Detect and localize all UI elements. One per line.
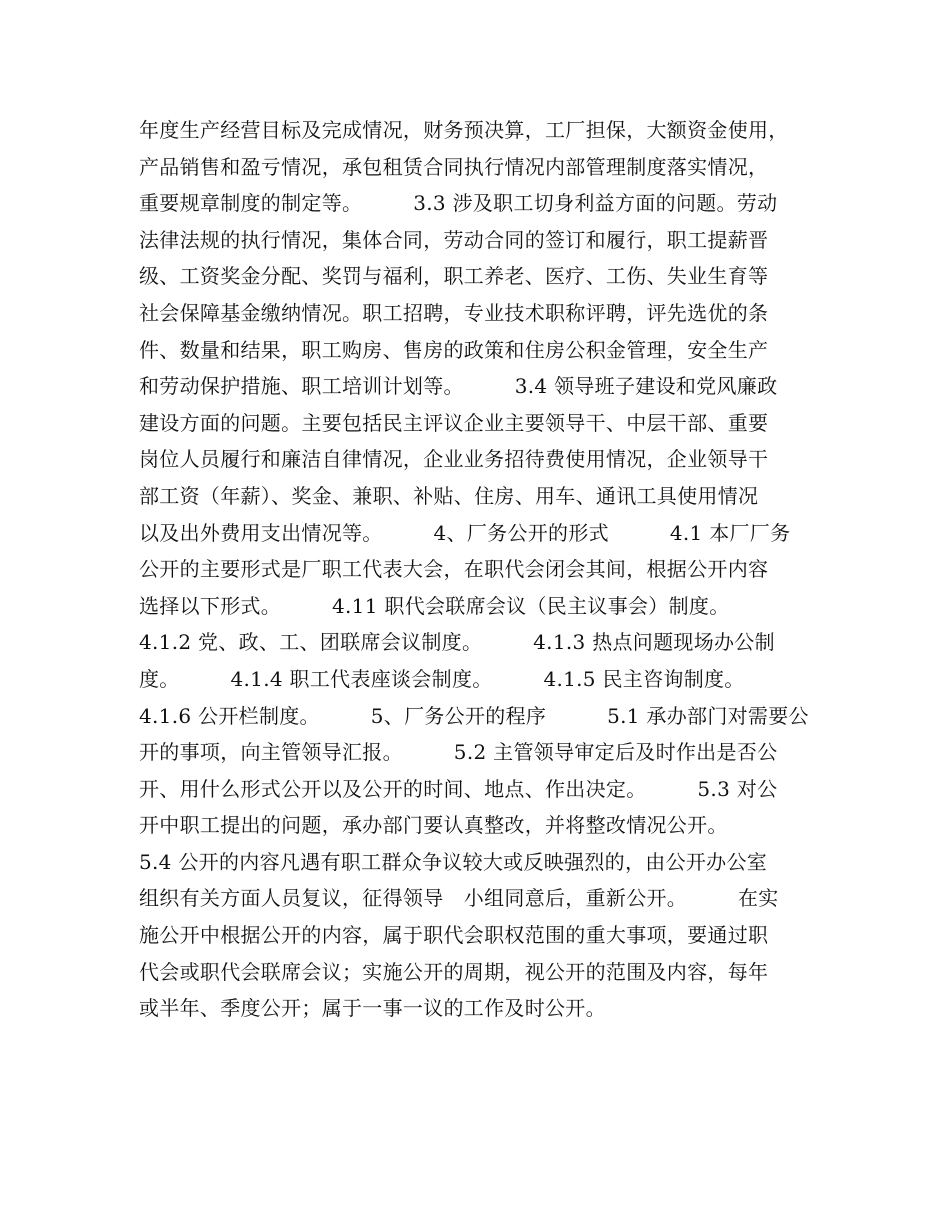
text-line: 建设方面的问题。主要包括民主评议企业主要领导干、中层干部、重要 bbox=[139, 410, 769, 435]
text-line: 开的事项，向主管领导汇报。 5.2 主管领导审定后及时作出是否公 bbox=[139, 740, 778, 765]
text-line: 件、数量和结果，职工购房、售房的政策和住房公积金管理，安全生产 bbox=[139, 337, 769, 362]
text-line: 代会或职代会联席会议；实施公开的周期，视公开的范围及内容，每年 bbox=[139, 959, 769, 984]
text-line: 4.1.2 党、政、工、团联席会议制度。 4.1.3 热点问题现场办公制 bbox=[139, 630, 775, 655]
text-line: 施公开中根据公开的内容，属于职代会职权范围的重大事项，要通过职 bbox=[139, 923, 769, 948]
text-line: 开、用什么形式公开以及公开的时间、地点、作出决定。 5.3 对公 bbox=[139, 776, 778, 801]
text-line: 产品销售和盈亏情况，承包租赁合同执行情况内部管理制度落实情况， bbox=[139, 154, 769, 179]
text-line: 部工资（年薪）、奖金、兼职、补贴、住房、用车、通讯工具使用情况 bbox=[139, 483, 759, 508]
text-line: 以及出外费用支出情况等。 4、厂务公开的形式 4.1 本厂厂务 bbox=[139, 520, 791, 545]
text-line: 度。 4.1.4 职工代表座谈会制度。 4.1.5 民主咨询制度。 bbox=[139, 666, 745, 691]
body-text bbox=[139, 112, 829, 1027]
text-line: 年度生产经营目标及完成情况，财务预决算，工厂担保，大额资金使用， bbox=[139, 118, 789, 142]
text-line: 重要规章制度的制定等。 3.3 涉及职工切身利益方面的问题。劳动 bbox=[139, 191, 778, 216]
text-line: 选择以下形式。 4.11 职代会联席会议（民主议事会）制度。 bbox=[139, 593, 730, 618]
text-line: 开中职工提出的问题，承办部门要认真整改，并将整改情况公开。 bbox=[139, 813, 728, 838]
text-line: 社会保障基金缴纳情况。职工招聘，专业技术职称评聘，评先选优的条 bbox=[139, 300, 769, 325]
text-line: 公开的主要形式是厂职工代表大会，在职代会闭会其间，根据公开内容 bbox=[139, 557, 769, 582]
text-line: 或半年、季度公开；属于一事一议的工作及时公开。 bbox=[139, 996, 606, 1021]
text-line: 5.4 公开的内容凡遇有职工群众争议较大或反映强烈的，由公开办公室 bbox=[139, 849, 768, 874]
text-line: 岗位人员履行和廉洁自律情况，企业业务招待费使用情况，企业领导干 bbox=[139, 447, 769, 472]
text-line: 4.1.6 公开栏制度。 5、厂务公开的程序 5.1 承办部门对需要公 bbox=[139, 703, 809, 728]
text-line: 组织有关方面人员复议，征得领导 小组同意后，重新公开。 在实 bbox=[139, 886, 779, 911]
text-line: 级、工资奖金分配、奖罚与福利，职工养老、医疗、工伤、失业生育等 bbox=[139, 264, 769, 289]
text-line: 和劳动保护措施、职工培训计划等。 3.4 领导班子建设和党风廉政 bbox=[139, 374, 778, 399]
text-line: 法律法规的执行情况，集体合同，劳动合同的签订和履行，职工提薪晋 bbox=[139, 227, 769, 252]
